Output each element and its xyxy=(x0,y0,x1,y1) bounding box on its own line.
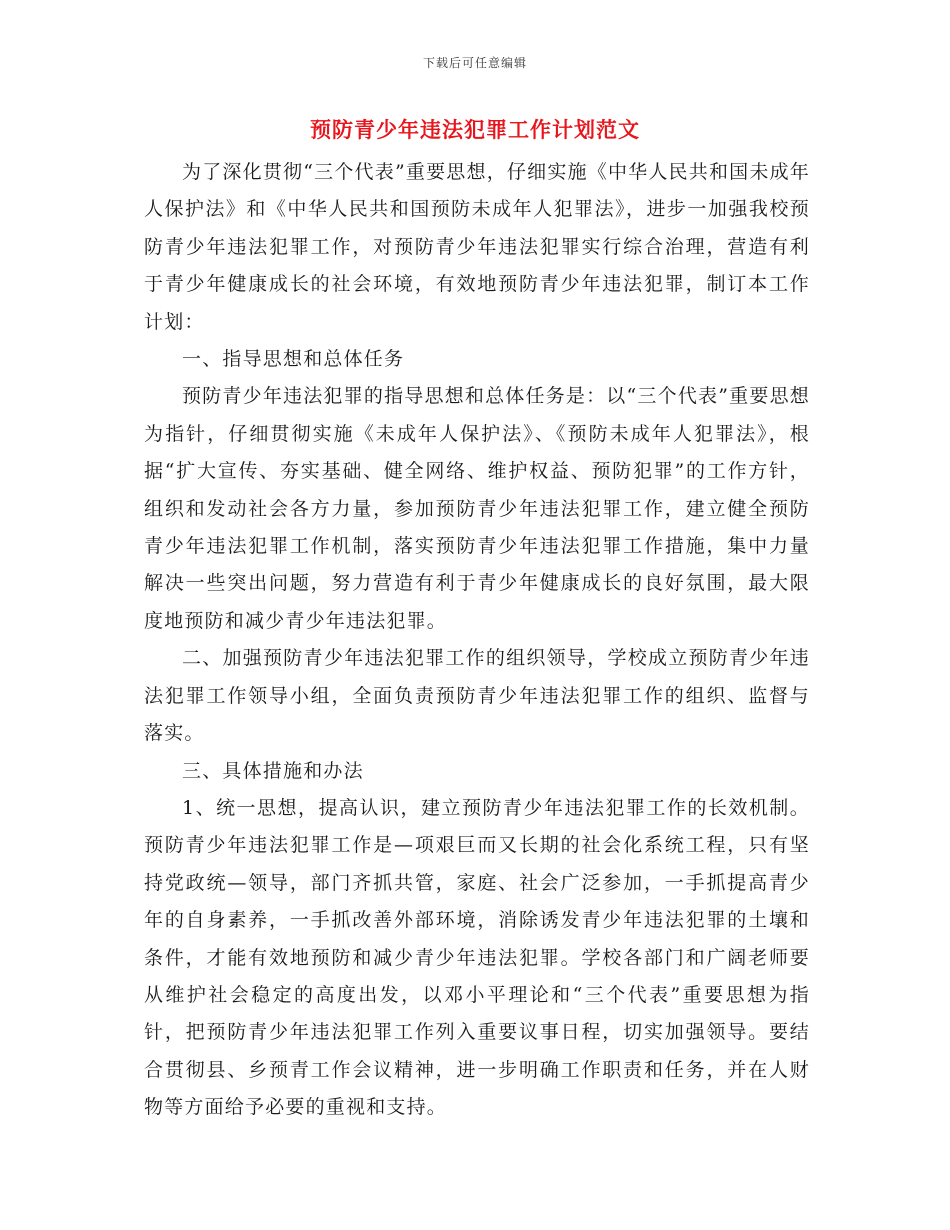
section-heading-3: 三、具体措施和办法 xyxy=(182,759,364,782)
paragraph-intro: 为了深化贯彻“三个代表”重要思想，仔细实施《中华人民共和国未成年人保护法》和《中华人民共和国预防未成年人犯罪法》，进步一加强我校预防青少年违法犯罪工作，对预防青少年违法犯罪实行综合治理，营造有利于青少年健康成长的社会环境，有效地预防青少年违法犯罪，制订本工作计划： xyxy=(144,161,810,333)
section-heading-1: 一、指导思想和总体任务 xyxy=(182,348,405,371)
document-title: 预防青少年违法犯罪工作计划范文 xyxy=(310,117,640,142)
paragraph-measure-1: 1、统一思想，提高认识，建立预防青少年违法犯罪工作的长效机制。预防青少年违法犯罪工作是—项艰巨而又长期的社会化系统工程，只有坚持党政统—领导，部门齐抓共管，家庭、社会广泛参加，一手抓提高青少年的自身素养，一手抓改善外部环境，消除诱发青少年违法犯罪的土壤和条件，才能有效地预防和减少青少年违法犯罪。学校各部门和广阔老师要从维护社会稳定的高度出发，以邓小平理论和“三个代表”重要思想为指针，把预防青少年违法犯罪工作列入重要议事日程，切实加强领导。要结合贯彻县、乡预青工作会议精神，进一步明确工作职责和任务，并在人财物等方面给予必要的重视和支持。 xyxy=(144,796,810,1119)
document-body xyxy=(144,154,810,1127)
page-header-note: 下载后可任意编辑 xyxy=(422,56,527,70)
paragraph-organization: 二、加强预防青少年违法犯罪工作的组织领导，学校成立预防青少年违法犯罪工作领导小组，全面负责预防青少年违法犯罪工作的组织、监督与落实。 xyxy=(144,647,810,745)
paragraph-guiding-thought: 预防青少年违法犯罪的指导思想和总体任务是：以“三个代表”重要思想为指针，仔细贯彻实施《未成年人保护法》、《预防未成年人犯罪法》，根据“扩大宣传、夯实基础、健全网络、维护权益、预防犯罪”的工作方针，组织和发动社会各方力量，参加预防青少年违法犯罪工作，建立健全预防青少年违法犯罪工作机制，落实预防青少年违法犯罪工作措施，集中力量解决一些突出问题，努力营造有利于青少年健康成长的良好氛围，最大限度地预防和减少青少年违法犯罪。 xyxy=(144,385,810,632)
